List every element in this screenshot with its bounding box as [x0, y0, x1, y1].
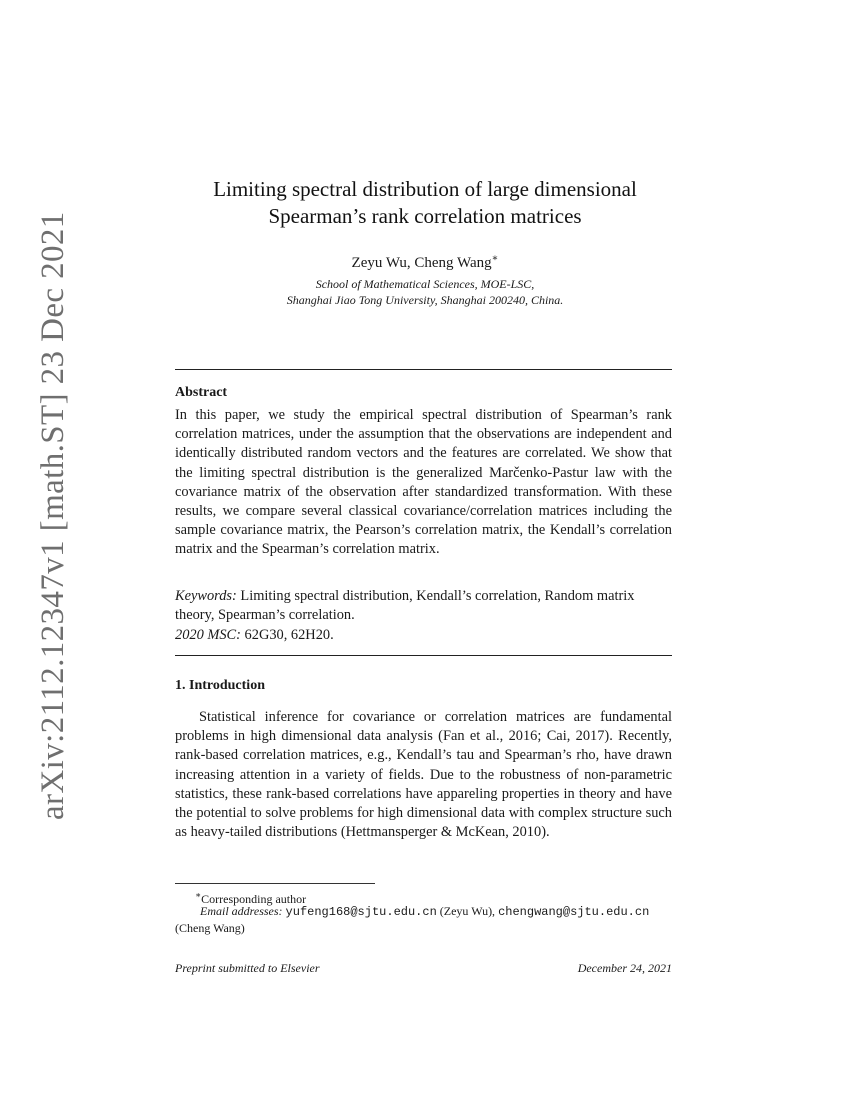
title-line-2: Spearman’s rank correlation matrices [268, 204, 582, 228]
abstract-bottom-rule [175, 655, 672, 656]
email-name-1: (Zeyu Wu), [436, 904, 499, 918]
msc-codes [175, 626, 672, 645]
author-names: Zeyu Wu, Cheng Wang [351, 255, 492, 271]
keywords [175, 587, 672, 625]
abstract-heading: Abstract [175, 385, 228, 400]
arxiv-identifier: arXiv:2112.12347v1 [math.ST] 23 Dec 2021 [35, 211, 71, 820]
preprint-note: Preprint submitted to Elsevier [175, 961, 320, 975]
footnote-emails [175, 903, 672, 936]
author-footnote-mark: ∗ [491, 253, 499, 264]
keywords-label: Keywords: [175, 588, 237, 604]
preprint-date: December 24, 2021 [577, 961, 672, 975]
email-link-1[interactable]: yufeng168@sjtu.edu.cn [285, 905, 437, 919]
footnote-corresponding-text: Corresponding author [201, 892, 307, 906]
msc-label: 2020 MSC: [175, 627, 241, 643]
footnote-rule [175, 883, 375, 884]
footnote-mark: ∗ [195, 890, 202, 900]
title-line-1: Limiting spectral distribution of large dimensional [213, 177, 637, 201]
authors [150, 249, 700, 273]
email-label: Email addresses: [200, 904, 283, 918]
introduction-heading: 1. Introduction [175, 678, 265, 693]
affiliation-line-2: Shanghai Jiao Tong University, Shanghai 200240, China. [286, 293, 564, 307]
affiliation [150, 276, 700, 308]
email-name-2: (Cheng Wang) [175, 921, 245, 935]
paper-title [150, 176, 700, 230]
abstract-top-rule [175, 369, 672, 370]
keywords-text: Limiting spectral distribution, Kendall’s correlation, Random matrix theory, Spearman’s correlation. [175, 588, 635, 624]
msc-text: 62G30, 62H20. [240, 627, 334, 643]
email-link-2[interactable]: chengwang@sjtu.edu.cn [498, 905, 650, 919]
introduction-text: Statistical inference for covariance or correlation matrices are fundamental problems in high dimensional data analysis (Fan et al., 2016; Cai, 2017). Recently, rank-based correlation matrices, e.g., Kendall’s tau and Spearman’s rho, have drawn increasing attention in a variety of fields. Due to the robustness of non-parametric statistics, these rank-based correlations have appareling properties in theory and have the potential to solve problems for high dimensional data with complex structure such as heavy-tailed distributions (Hettmansperger & McKean, 2010). [175, 709, 672, 841]
abstract-text: In this paper, we study the empirical spectral distribution of Spearman’s rank correlation matrices, under the assumption that the observations are independent and identically distributed random vectors and the features are correlated. We show that the limiting spectral distribution is the generalized Marčenko-Pastur law with the covariance matrix of the observation after standardized transformation. With these results, we compare several classical covariance/correlation matrices including the sample covariance matrix, the Pearson’s correlation matrix, the Kendall’s correlation matrix and the Spearman’s correlation matrix. [175, 407, 672, 558]
affiliation-line-1: School of Mathematical Sciences, MOE-LSC, [315, 277, 535, 291]
